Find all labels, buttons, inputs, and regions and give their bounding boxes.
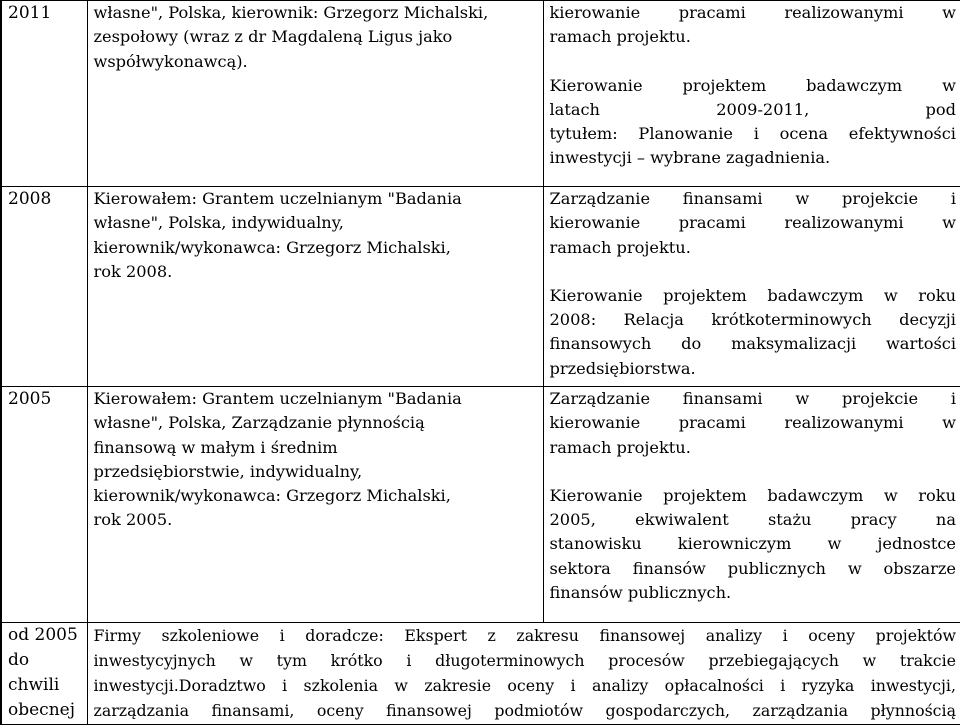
description-cell: [87, 187, 543, 387]
description-line: Kierowałem: Grantem uczelnianym "Badania: [93, 189, 462, 208]
year-label: od 2005: [8, 625, 78, 645]
year-cell: [1, 387, 87, 623]
role-cell: [543, 1, 960, 187]
role-line: ramach projektu.: [549, 237, 691, 257]
paragraph-gap: [550, 50, 957, 74]
role-line: finansów publicznych.: [549, 583, 732, 603]
role-line: Kierowanie projektem badawczym w: [549, 75, 956, 95]
description-line: współwykonawcą).: [93, 51, 248, 71]
table-row: [1, 187, 960, 387]
consulting-line: zarządzania finansami, oceny finansowej podmiotów gospodarczych, zarządzania płynnością: [93, 701, 956, 720]
role-line: tytułem: Planowanie i ocena efektywności: [549, 124, 956, 144]
year-label: obecnej: [8, 700, 75, 720]
consulting-cell: [87, 623, 960, 725]
paragraph-gap: [550, 260, 957, 284]
role-line: kierowanie pracami realizowanymi w: [549, 213, 956, 233]
role-line: latach 2009-2011, pod: [549, 99, 956, 119]
description-cell: [87, 387, 543, 623]
role-line: Zarządzanie finansami w projekcie i: [549, 189, 956, 208]
consulting-line: Firmy szkoleniowe i doradcze: Ekspert z zakresu finansowej analizy i oceny projektów: [93, 626, 956, 645]
role-line: Kierowanie projektem badawczym w roku: [549, 485, 956, 505]
role-line: finansowych do maksymalizacji wartości: [549, 334, 956, 354]
role-cell: [543, 187, 960, 387]
year-cell: [1, 187, 87, 387]
year-cell: [1, 623, 87, 725]
consulting-line: inwestycji.Doradztwo i szkolenia w zakresie oceny i analizy opłacalności i ryzyka inwestycji,: [93, 676, 956, 695]
table-row: [1, 623, 960, 725]
role-line: inwestycji – wybrane zagadnienia.: [549, 148, 831, 168]
role-line: 2005, ekwiwalent stażu pracy na: [549, 510, 956, 530]
role-line: przedsiębiorstwa.: [549, 358, 696, 378]
description-line: rok 2005.: [93, 510, 173, 530]
year-label: 2005: [8, 389, 52, 409]
role-line: ramach projektu.: [549, 27, 691, 47]
description-line: własne", Polska, Zarządzanie płynnością: [93, 413, 425, 433]
year-label: do: [8, 650, 30, 670]
year-label: chwili: [8, 675, 60, 695]
description-line: własne", Polska, indywidualny,: [93, 213, 344, 233]
table-row: [1, 1, 960, 187]
role-line: kierowanie pracami realizowanymi w: [549, 3, 956, 22]
description-line: Kierowałem: Grantem uczelnianym "Badania: [93, 389, 462, 408]
consulting-line: inwestycyjnych w tym krótko i długoterminowych procesów przebiegających w trakcie: [93, 651, 956, 670]
role-line: 2008: Relacja krótkoterminowych decyzji: [549, 310, 956, 330]
year-cell: [1, 1, 87, 187]
role-line: Zarządzanie finansami w projekcie i: [549, 389, 956, 408]
role-cell: [543, 387, 960, 623]
table-row: [1, 387, 960, 623]
role-line: sektora finansów publicznych w obszarze: [549, 558, 956, 578]
description-line: kierownik/wykonawca: Grzegorz Michalski,: [93, 237, 451, 257]
role-line: ramach projektu.: [549, 437, 691, 457]
description-line: przedsiębiorstwie, indywidualny,: [93, 461, 363, 481]
description-cell: [87, 1, 543, 187]
year-label: 2011: [8, 3, 52, 23]
description-line: finansową w małym i średnim: [93, 437, 338, 457]
description-line: własne", Polska, kierownik: Grzegorz Michalski,: [93, 3, 489, 22]
role-line: stanowisku kierowniczym w jednostce: [549, 534, 956, 554]
description-line: rok 2008.: [93, 261, 173, 281]
role-line: kierowanie pracami realizowanymi w: [549, 413, 956, 433]
description-line: zespołowy (wraz z dr Magdaleną Ligus jako: [93, 27, 453, 47]
year-label: 2008: [8, 189, 52, 209]
description-line: kierownik/wykonawca: Grzegorz Michalski,: [93, 486, 451, 506]
paragraph-gap: [550, 460, 957, 484]
role-line: Kierowanie projektem badawczym w roku: [549, 285, 956, 305]
